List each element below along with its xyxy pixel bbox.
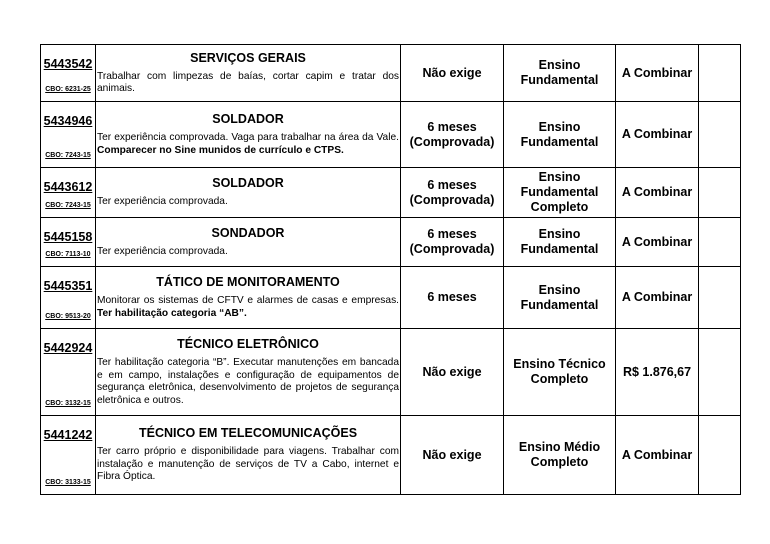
job-description-text: Trabalhar com limpezas de baías, cortar capim e tratar dos animais. [97, 70, 399, 94]
job-code: 5441242 [43, 428, 93, 442]
job-code: 5434946 [43, 114, 93, 128]
job-description-text: Ter experiência comprovada. [97, 196, 228, 208]
job-row [41, 416, 741, 495]
job-title: SERVIÇOS GERAIS [190, 50, 306, 65]
salary-cell [616, 45, 699, 102]
education: Ensino Técnico Completo [513, 357, 606, 386]
salary: A Combinar [621, 65, 693, 80]
job-description [97, 246, 399, 259]
job-row [41, 45, 741, 102]
job-description-bold: Ter habilitação categoria “AB”. [97, 307, 247, 319]
job-code: 5445351 [43, 279, 93, 293]
salary-cell [616, 102, 699, 168]
education: Ensino Fundamental [520, 282, 599, 312]
experience: Não exige [422, 65, 482, 80]
education: Ensino Fundamental [520, 119, 599, 149]
education-cell [504, 218, 616, 267]
experience: 6 meses (Comprovada) [409, 119, 495, 149]
job-description-text: Ter experiência comprovada. [97, 245, 228, 257]
job-code-cell [41, 329, 96, 416]
job-listings-table [40, 44, 741, 495]
cbo-code: CBO: 9513-20 [45, 313, 91, 320]
empty-cell [699, 102, 741, 168]
job-code: 5443612 [43, 180, 93, 194]
job-description-text: Ter experiência comprovada. Vaga para trabalhar na área da Vale. [97, 132, 399, 143]
salary-cell [616, 267, 699, 329]
cbo-code: CBO: 6231-25 [45, 86, 91, 93]
job-code-cell [41, 45, 96, 102]
job-description-cell [96, 329, 401, 416]
education-cell [504, 102, 616, 168]
job-code-cell [41, 416, 96, 495]
education: Ensino Fundamental Completo [520, 170, 599, 214]
empty-cell [699, 267, 741, 329]
experience: Não exige [422, 447, 482, 462]
job-code-cell [41, 168, 96, 218]
experience-cell [401, 267, 504, 329]
job-description-text: Ter habilitação categoria “B”. Executar manutenções em bancada e em campo, instalações e configuração de equipamentos de segurança eletrônica, desenvolvimento de projetos de segurança eletrônica e outros. [97, 357, 399, 406]
job-code: 5443542 [43, 57, 93, 71]
job-description-cell [96, 267, 401, 329]
job-description [97, 196, 399, 209]
experience: Não exige [422, 364, 482, 379]
cbo-code: CBO: 7243-15 [45, 152, 91, 159]
job-code-cell [41, 102, 96, 168]
job-description [97, 357, 399, 407]
experience-cell [401, 168, 504, 218]
job-title: SOLDADOR [212, 176, 284, 191]
salary: A Combinar [621, 185, 693, 199]
experience-cell [401, 102, 504, 168]
job-code-cell [41, 218, 96, 267]
salary-cell [616, 168, 699, 218]
experience: 6 meses [427, 290, 477, 304]
salary-cell [616, 329, 699, 416]
job-row [41, 329, 741, 416]
education-cell [504, 168, 616, 218]
empty-cell [699, 329, 741, 416]
experience: 6 meses (Comprovada) [409, 177, 495, 207]
experience-cell [401, 218, 504, 267]
job-description-bold: Comparecer no Sine munidos de currículo e CTPS. [97, 144, 344, 156]
education-cell [504, 416, 616, 495]
job-description-cell [96, 218, 401, 267]
job-code-cell [41, 267, 96, 329]
education: Ensino Fundamental [520, 58, 599, 87]
experience-cell [401, 416, 504, 495]
education-cell [504, 267, 616, 329]
education: Ensino Fundamental [520, 227, 599, 256]
job-description-text: Monitorar os sistemas de CFTV e alarmes de casas e empresas. [97, 295, 399, 306]
job-row [41, 218, 741, 267]
job-title: SONDADOR [211, 225, 285, 240]
salary: A Combinar [621, 234, 693, 249]
education-cell [504, 45, 616, 102]
job-code: 5445158 [43, 230, 93, 244]
job-description [97, 295, 399, 320]
job-row [41, 102, 741, 168]
empty-cell [699, 218, 741, 267]
experience: 6 meses (Comprovada) [409, 227, 495, 256]
job-description-cell [96, 45, 401, 102]
job-row [41, 267, 741, 329]
salary: A Combinar [621, 290, 693, 304]
education: Ensino Médio Completo [518, 440, 601, 469]
education-cell [504, 329, 616, 416]
job-title: TÁTICO DE MONITORAMENTO [156, 275, 340, 289]
cbo-code: CBO: 3133-15 [45, 479, 91, 486]
job-description-cell [96, 416, 401, 495]
cbo-code: CBO: 7243-15 [45, 202, 91, 209]
job-description-text: Ter carro próprio e disponibilidade para viagens. Trabalhar com instalação e manutenção de serviços de TV a Cabo, internet e Fibra Óptica. [97, 446, 399, 483]
experience-cell [401, 45, 504, 102]
salary-cell [616, 416, 699, 495]
cbo-code: CBO: 7113-10 [45, 251, 91, 258]
salary: A Combinar [621, 447, 693, 462]
job-title: SOLDADOR [212, 112, 284, 126]
job-description [97, 71, 399, 96]
empty-cell [699, 416, 741, 495]
job-description [97, 446, 399, 484]
job-title: TÉCNICO ELETRÔNICO [177, 337, 319, 351]
empty-cell [699, 45, 741, 102]
salary: A Combinar [621, 127, 693, 141]
job-description [97, 132, 399, 157]
salary-cell [616, 218, 699, 267]
empty-cell [699, 168, 741, 218]
job-listings-body [41, 45, 741, 495]
job-description-cell [96, 168, 401, 218]
job-code: 5442924 [43, 341, 93, 355]
job-title: TÉCNICO EM TELECOMUNICAÇÕES [138, 426, 358, 441]
cbo-code: CBO: 3132-15 [45, 400, 91, 407]
job-description-cell [96, 102, 401, 168]
salary: R$ 1.876,67 [622, 364, 692, 379]
experience-cell [401, 329, 504, 416]
job-row [41, 168, 741, 218]
